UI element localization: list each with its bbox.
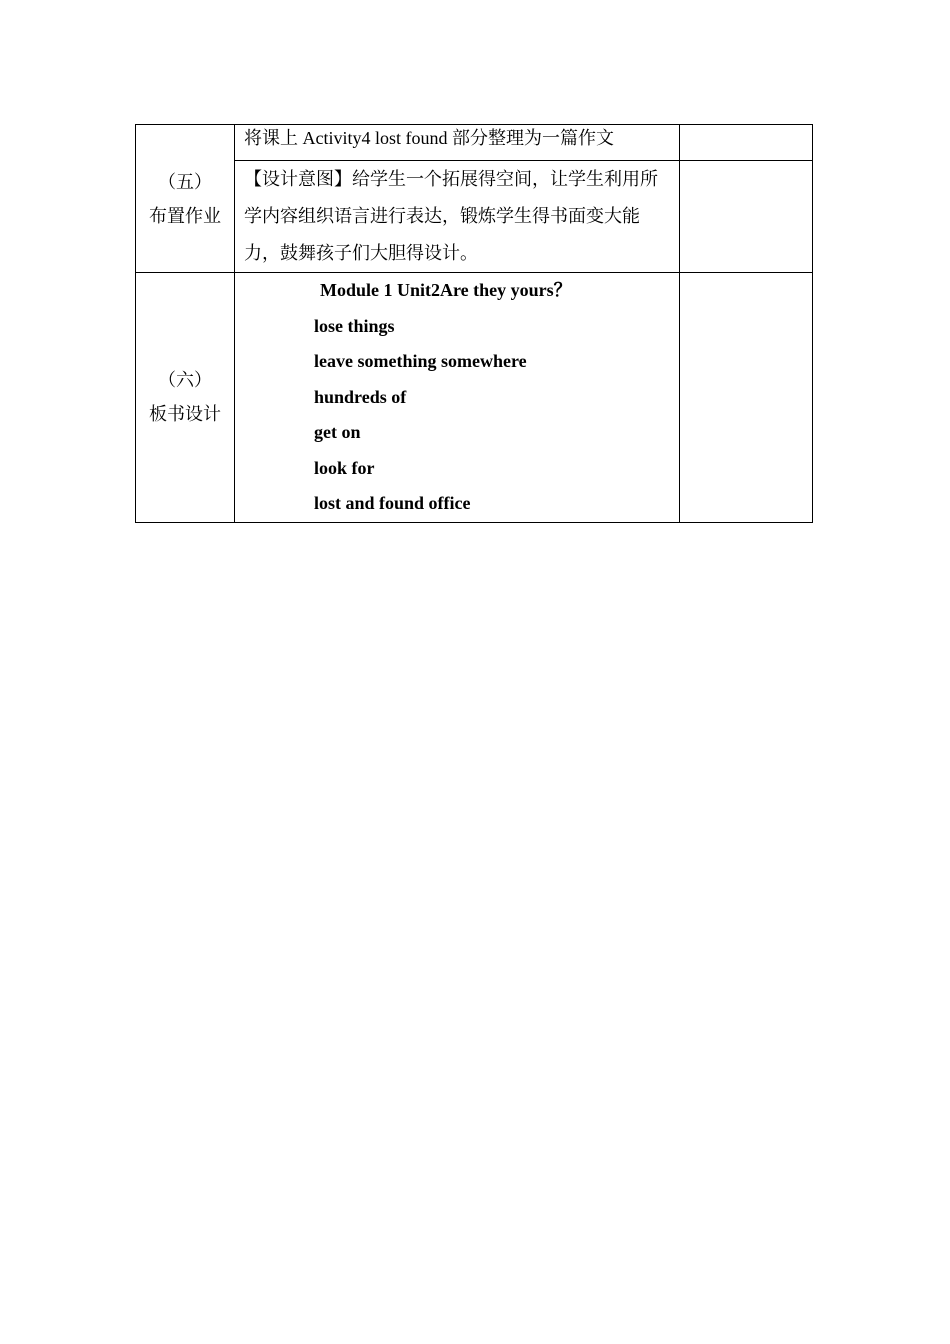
board-item: get on — [314, 422, 361, 442]
homework-number: （五） — [158, 171, 212, 192]
board-title: Module 1 Unit2Are they yours？ — [320, 280, 572, 300]
board-item: lost and found office — [314, 493, 471, 513]
homework-task-text: 将课上 Activity4 lost found 部分整理为一篇作文 — [244, 128, 614, 148]
board-item: look for — [314, 457, 375, 478]
board-notes-cell — [680, 273, 813, 523]
lesson-plan-table — [135, 124, 813, 523]
board-content — [244, 273, 671, 522]
board-item: lose things — [314, 315, 395, 336]
homework-label-cell — [136, 125, 235, 273]
homework-intent-text: 【设计意图】给学生一个拓展得空间，让学生利用所学内容组织语言进行表达，锻炼学生得书面变大能力，鼓舞孩子们大胆得设计。 — [244, 169, 658, 263]
board-design-row — [136, 273, 813, 523]
homework-notes-cell-2 — [680, 161, 813, 273]
board-number: （六） — [158, 370, 212, 391]
board-item: hundreds of — [314, 386, 407, 407]
homework-label: 布置作业 — [149, 205, 221, 226]
homework-task-cell — [235, 125, 680, 161]
homework-notes-cell-1 — [680, 125, 813, 161]
homework-task-row — [136, 125, 813, 161]
homework-intent-row — [136, 161, 813, 273]
board-label-cell — [136, 273, 235, 523]
homework-intent-cell — [235, 161, 680, 273]
board-label: 板书设计 — [149, 404, 221, 425]
board-content-cell — [235, 273, 680, 523]
board-item: leave something somewhere — [314, 351, 527, 371]
